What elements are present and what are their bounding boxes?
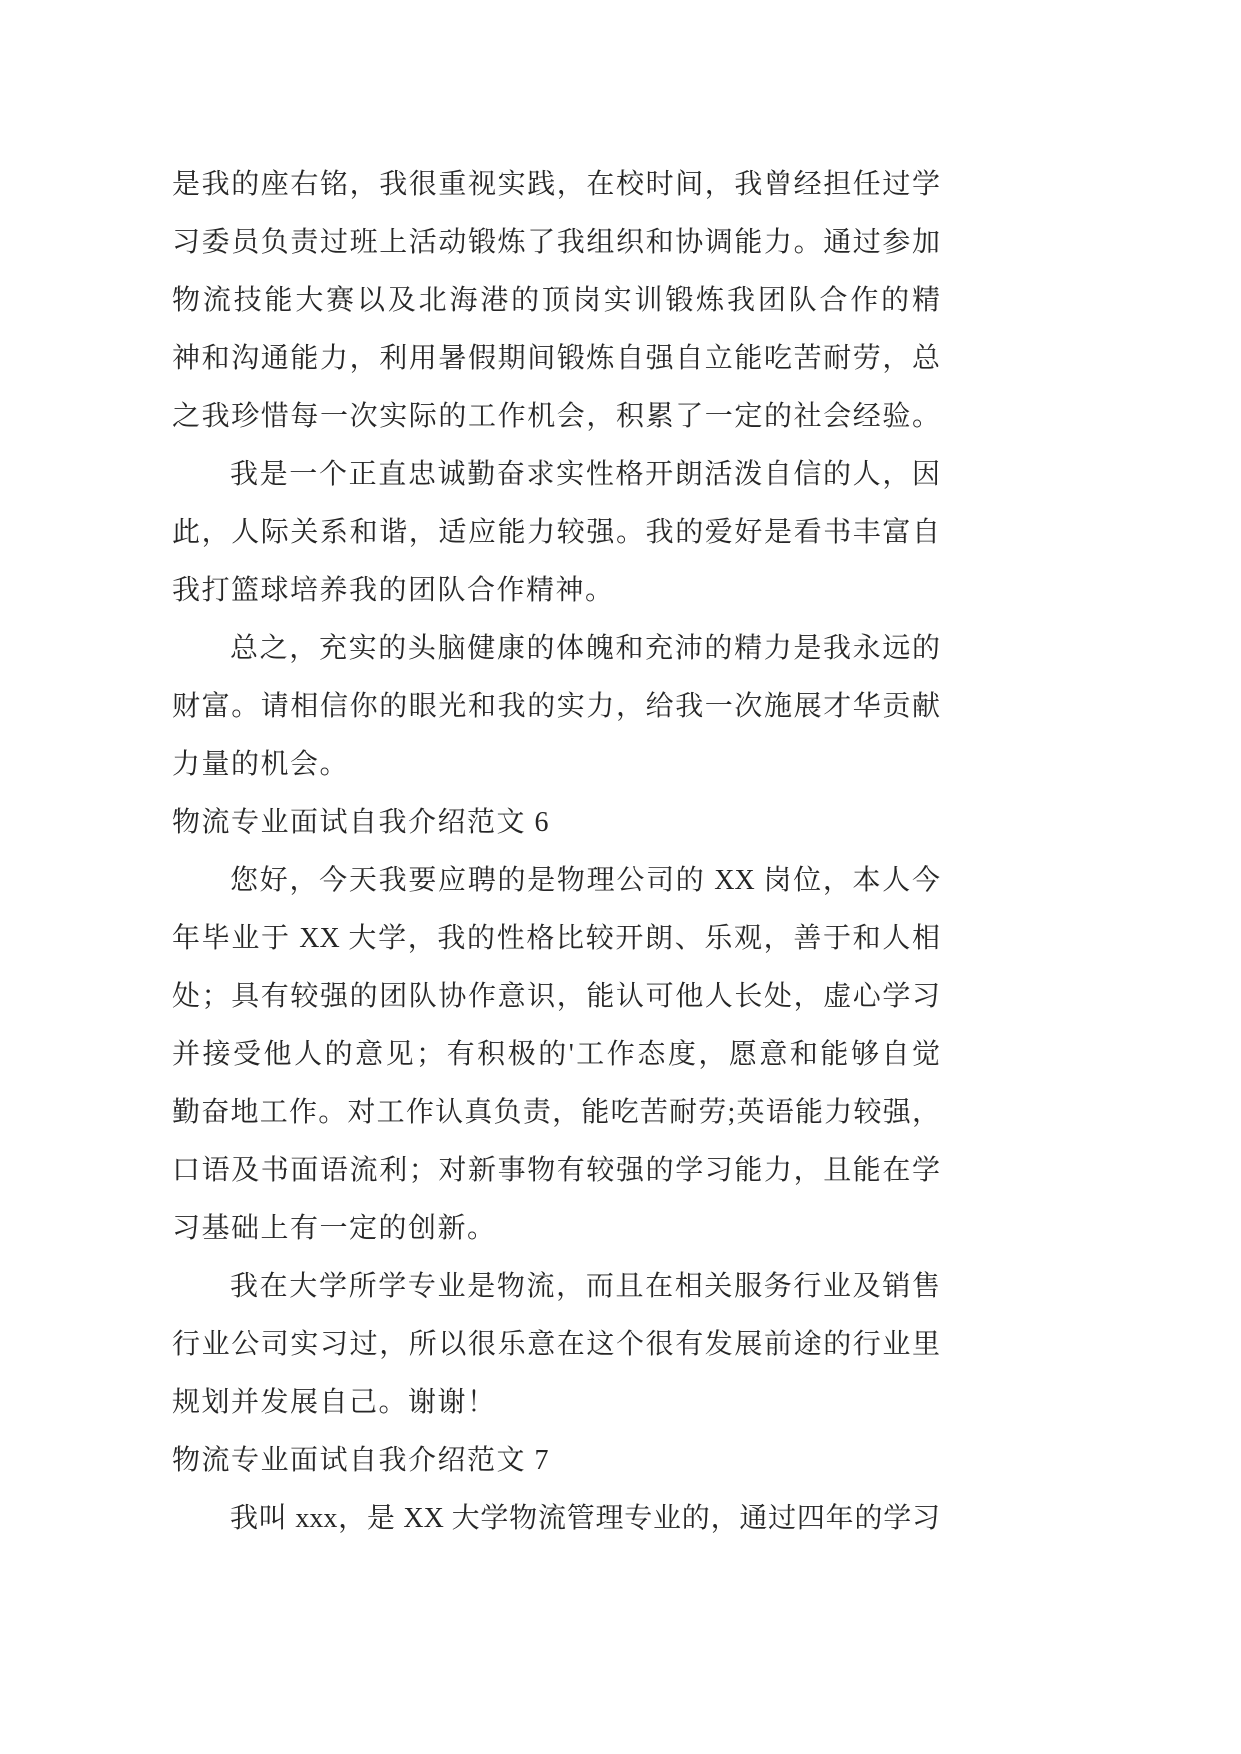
paragraph <box>172 1258 940 1432</box>
paragraph <box>172 1490 940 1548</box>
text-line: 习委员负责过班上活动锻炼了我组织和协调能力。通过参加 <box>172 227 940 258</box>
text-line: 您好，今天我要应聘的是物理公司的 XX 岗位，本人今 <box>230 865 940 896</box>
text-line: 并接受他人的意见；有积极的'工作态度，愿意和能够自觉 <box>172 1039 940 1070</box>
text-line: 总之，充实的头脑健康的体魄和充沛的精力是我永远的 <box>230 633 940 664</box>
paragraph <box>172 620 940 794</box>
section-heading: 物流专业面试自我介绍范文 7 <box>172 1445 551 1476</box>
paragraph <box>172 156 940 446</box>
text-line: 之我珍惜每一次实际的工作机会，积累了一定的社会经验。 <box>172 401 940 432</box>
text-line: 此，人际关系和谐，适应能力较强。我的爱好是看书丰富自 <box>172 517 940 548</box>
text-line: 口语及书面语流利；对新事物有较强的学习能力，且能在学 <box>172 1155 940 1186</box>
text-line: 行业公司实习过，所以很乐意在这个很有发展前途的行业里 <box>172 1329 940 1360</box>
text-line: 力量的机会。 <box>172 749 350 780</box>
text-line: 财富。请相信你的眼光和我的实力，给我一次施展才华贡献 <box>172 691 940 722</box>
section-heading: 物流专业面试自我介绍范文 6 <box>172 807 551 838</box>
text-line: 勤奋地工作。对工作认真负责，能吃苦耐劳;英语能力较强， <box>172 1097 940 1128</box>
text-line: 神和沟通能力，利用暑假期间锻炼自强自立能吃苦耐劳，总 <box>172 343 940 374</box>
paragraph <box>172 852 940 1258</box>
paragraph <box>172 446 940 620</box>
text-line: 我打篮球培养我的团队合作精神。 <box>172 575 615 606</box>
text-line: 我是一个正直忠诚勤奋求实性格开朗活泼自信的人，因 <box>230 459 940 490</box>
text-line: 处；具有较强的团队协作意识，能认可他人长处，虚心学习 <box>172 981 940 1012</box>
text-line: 物流技能大赛以及北海港的顶岗实训锻炼我团队合作的精 <box>172 285 940 316</box>
text-line: 年毕业于 XX 大学，我的性格比较开朗、乐观，善于和人相 <box>172 923 940 954</box>
text-line: 我叫 xxx，是 XX 大学物流管理专业的，通过四年的学习 <box>230 1503 940 1534</box>
text-line: 我在大学所学专业是物流，而且在相关服务行业及销售 <box>230 1271 940 1302</box>
text-line: 习基础上有一定的创新。 <box>172 1213 497 1244</box>
document-body <box>172 156 940 1548</box>
text-line: 是我的座右铭，我很重视实践，在校时间，我曾经担任过学 <box>172 169 940 200</box>
text-line: 规划并发展自己。谢谢！ <box>172 1387 497 1418</box>
